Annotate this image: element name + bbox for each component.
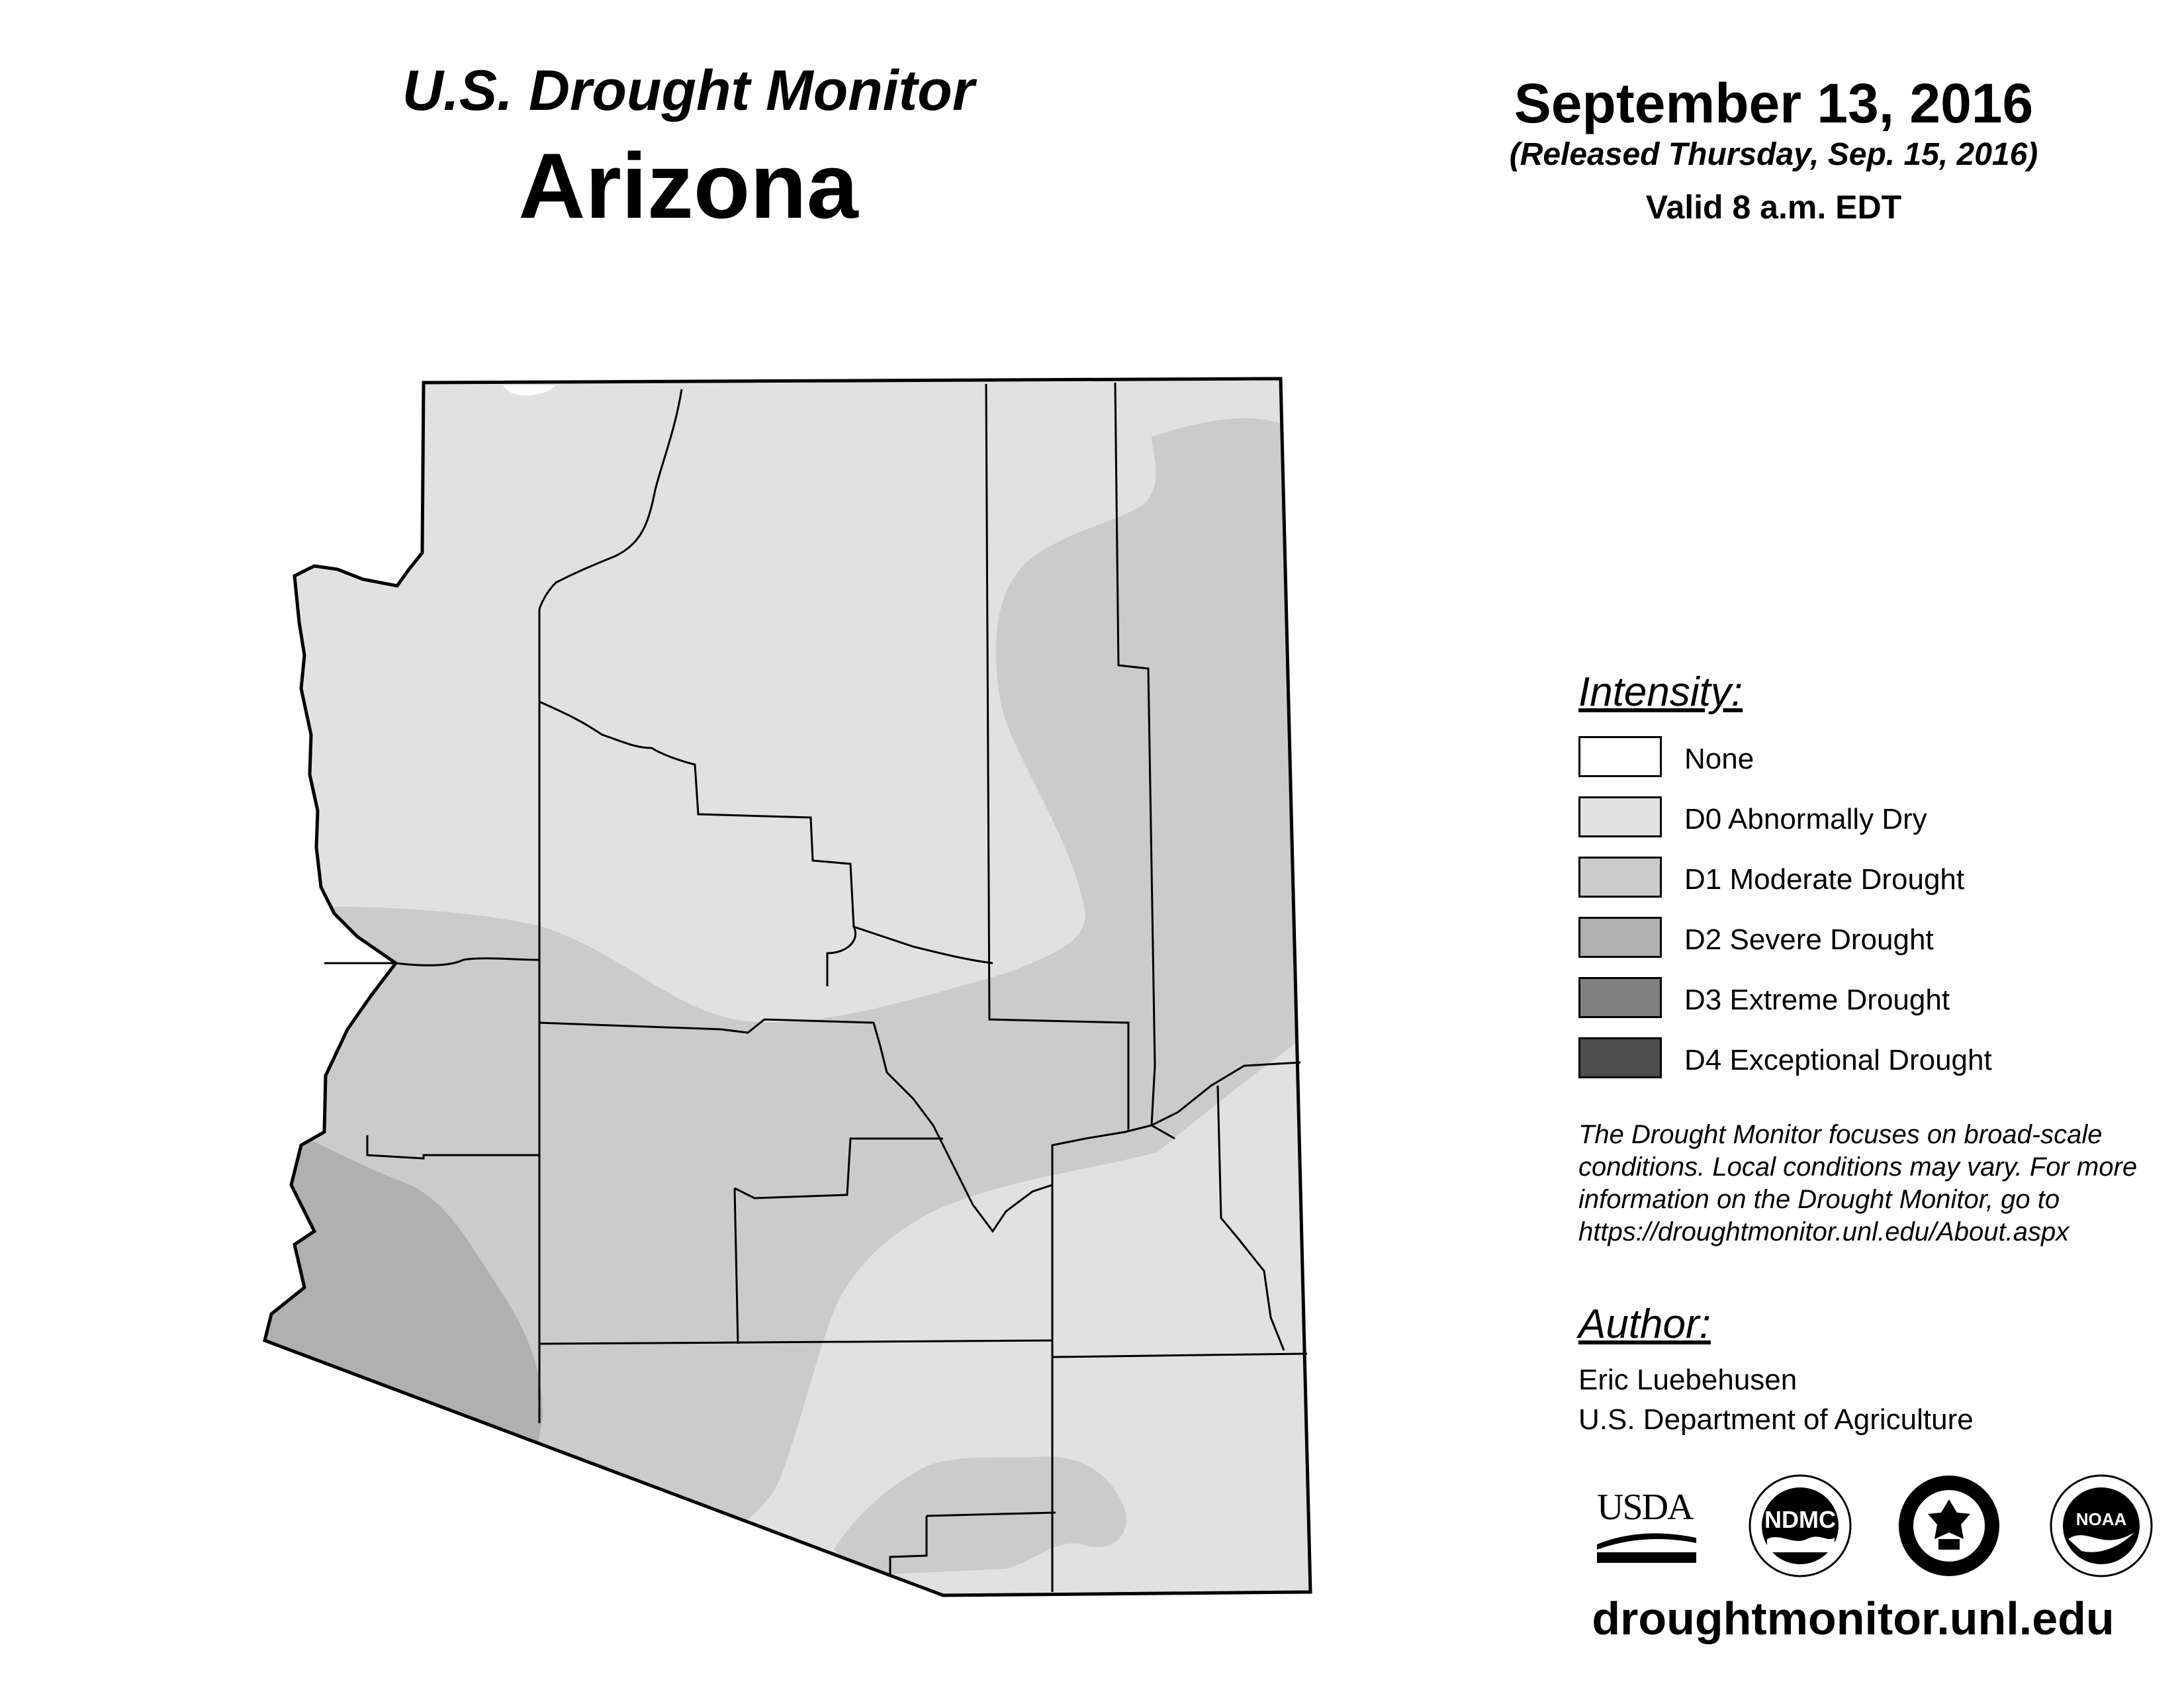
- commerce-seal-icon: [1896, 1473, 2002, 1579]
- legend-swatch: [1578, 857, 1662, 898]
- usda-logo-text: USDA: [1597, 1487, 1693, 1528]
- usda-logo-swoosh: [1597, 1531, 1696, 1564]
- legend-title: Intensity:: [1578, 669, 1743, 715]
- author-organization: U.S. Department of Agriculture: [1578, 1403, 1974, 1436]
- noaa-logo-text: NOAA: [2075, 1509, 2127, 1529]
- noaa-logo: [2048, 1473, 2154, 1579]
- legend-label: D1 Moderate Drought: [1684, 863, 1965, 896]
- commerce-logo: [1896, 1473, 2002, 1579]
- legend-label: D2 Severe Drought: [1684, 923, 1934, 956]
- legend-label: None: [1684, 743, 1754, 775]
- author-title: Author:: [1578, 1301, 1711, 1347]
- legend-swatch: [1578, 977, 1662, 1018]
- note-line: conditions. Local conditions may vary. For more: [1578, 1152, 2138, 1182]
- map-title: U.S. Drought Monitor: [402, 59, 975, 122]
- ndmc-logo-text: NDMC: [1764, 1506, 1836, 1533]
- release-date: (Released Thursday, Sep. 15, 2016): [1509, 137, 2038, 172]
- legend-swatch: [1578, 796, 1662, 837]
- ndmc-logo: [1747, 1473, 1853, 1579]
- website-link[interactable]: droughtmonitor.unl.edu: [1592, 1593, 2115, 1644]
- state-name: Arizona: [518, 134, 858, 238]
- valid-time: Valid 8 a.m. EDT: [1645, 189, 1902, 226]
- legend-label: D4 Exceptional Drought: [1684, 1044, 1992, 1076]
- legend-swatch: [1578, 736, 1662, 777]
- usda-logo: [1592, 1473, 1704, 1572]
- legend-swatch: [1578, 1037, 1662, 1078]
- note-url: https://droughtmonitor.unl.edu/About.aspx: [1578, 1217, 2070, 1246]
- legend-label: D3 Extreme Drought: [1684, 984, 1950, 1016]
- legend-swatch: [1578, 917, 1662, 958]
- map-date: September 13, 2016: [1514, 72, 2034, 134]
- note-line: The Drought Monitor focuses on broad-scale: [1578, 1120, 2103, 1149]
- disclaimer-note: [1578, 1119, 2174, 1248]
- author-name: Eric Luebehusen: [1578, 1364, 1797, 1396]
- note-line: information on the Drought Monitor, go to: [1578, 1185, 2060, 1214]
- legend-label: D0 Abnormally Dry: [1684, 803, 1927, 835]
